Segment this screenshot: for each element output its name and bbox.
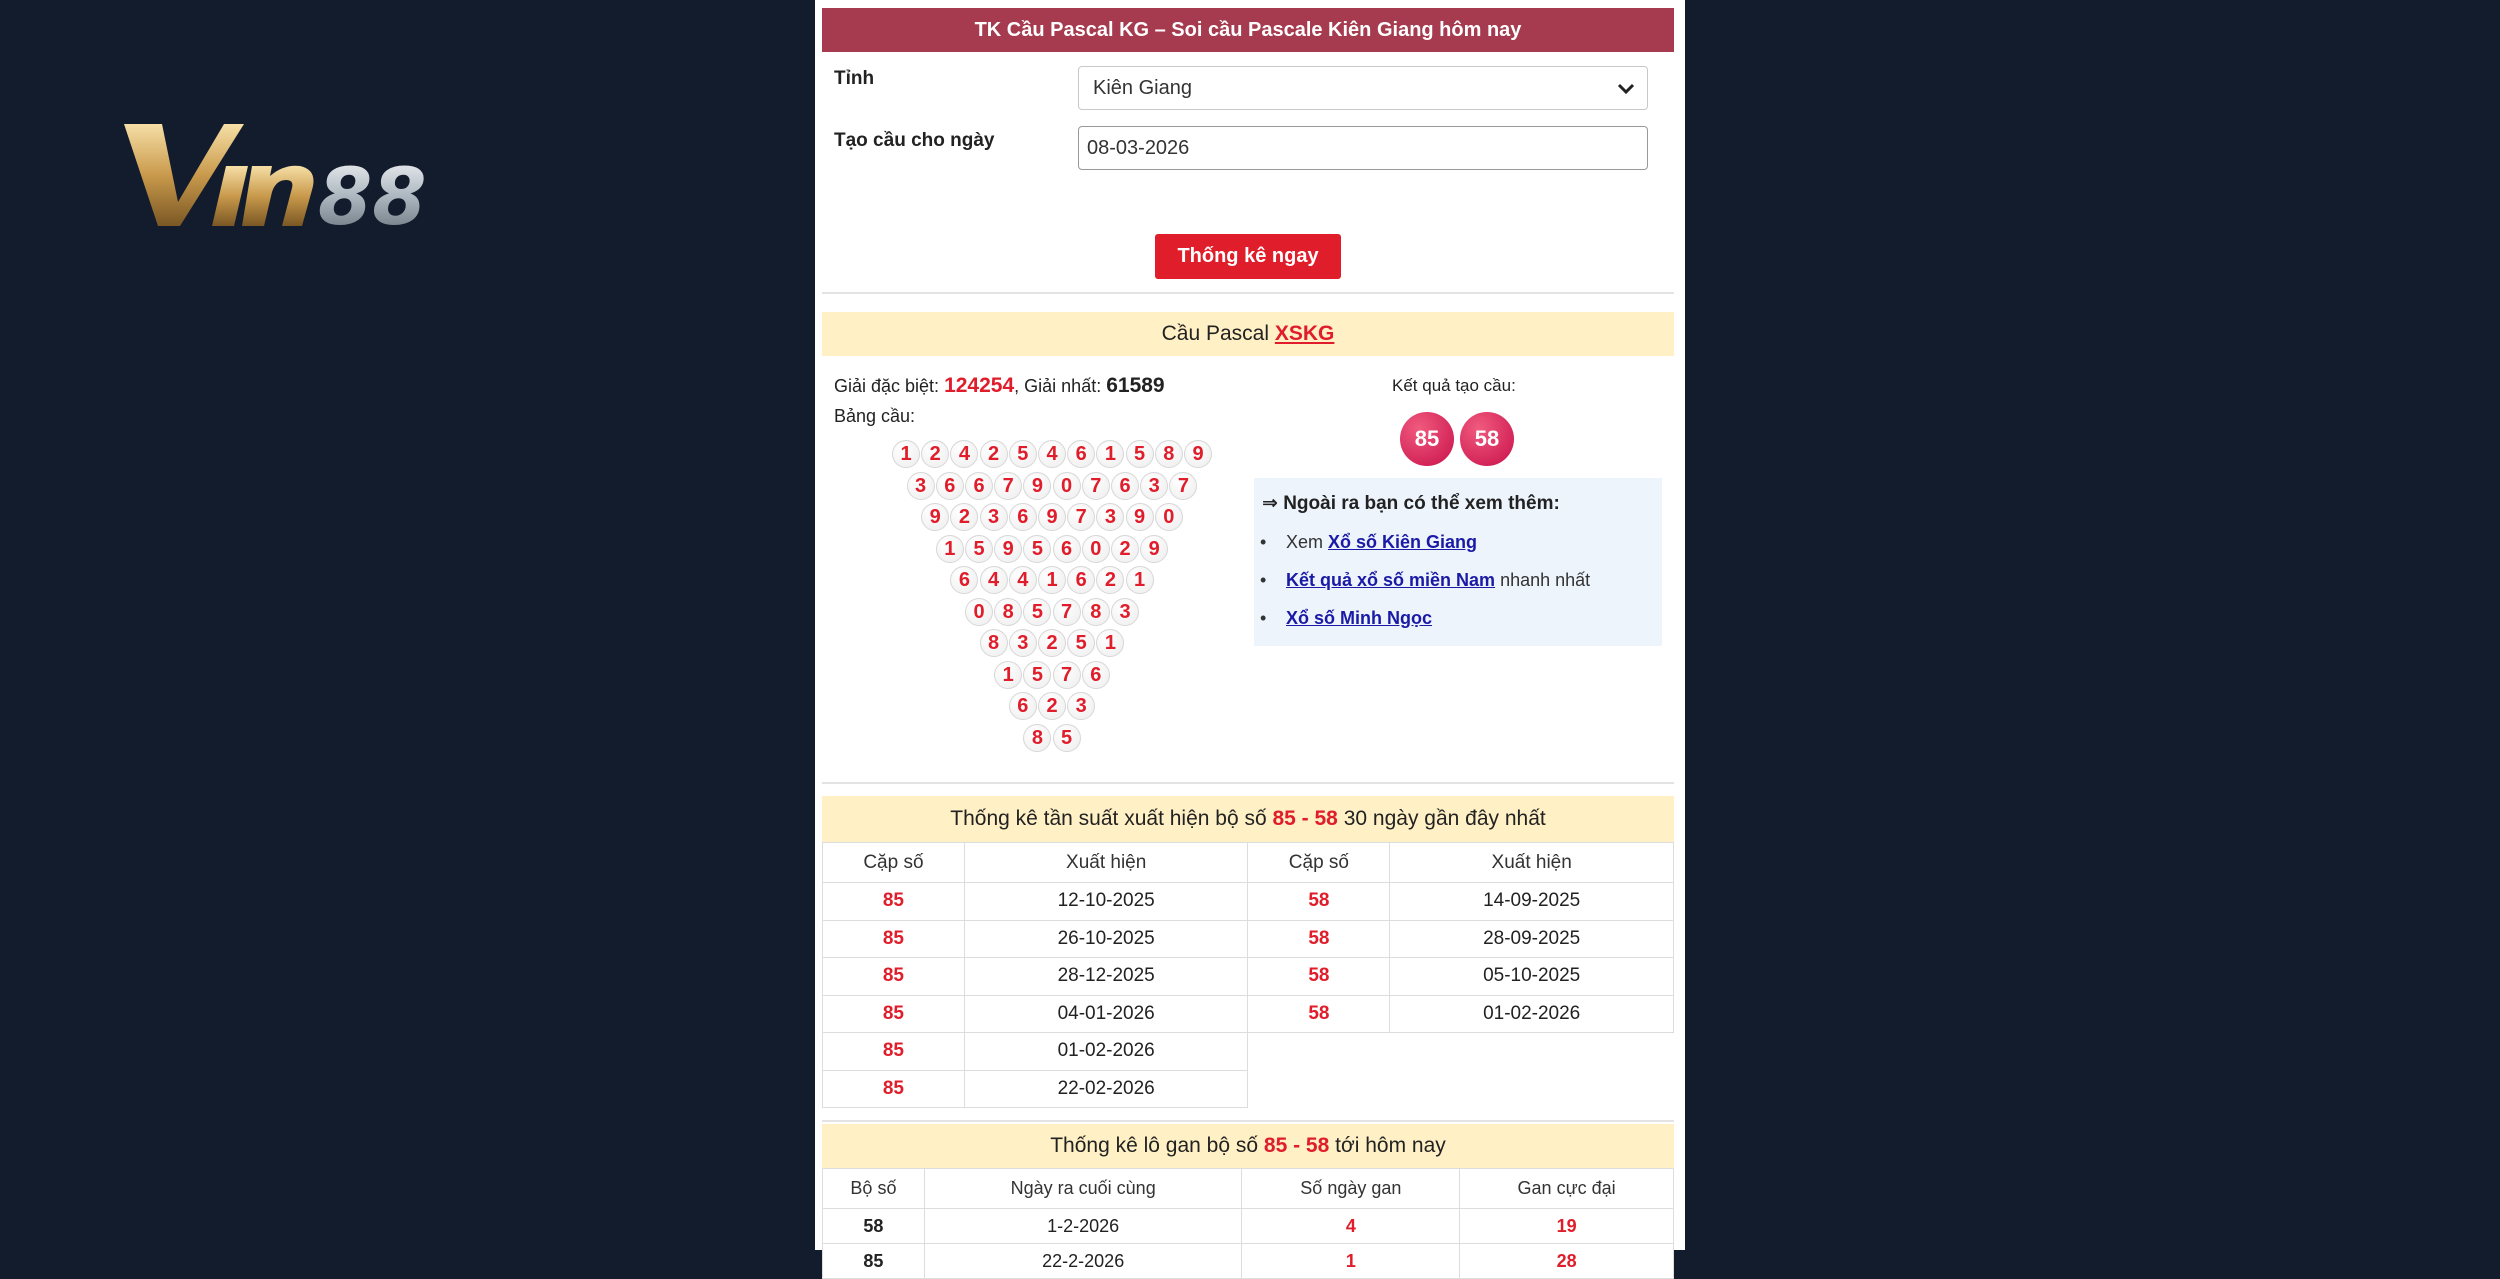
col-date-header: Xuất hiện bbox=[964, 843, 1248, 883]
province-label: Tỉnh bbox=[834, 68, 875, 89]
pascal-ball: 9 bbox=[1184, 440, 1212, 468]
empty-cell bbox=[1248, 1070, 1390, 1108]
pascal-ball: 5 bbox=[1009, 440, 1037, 468]
pascal-ball: 5 bbox=[1067, 629, 1095, 657]
pascal-ball: 0 bbox=[1155, 503, 1183, 531]
pair-cell: 85 bbox=[823, 958, 965, 996]
pascal-ball: 8 bbox=[1082, 598, 1110, 626]
table-row bbox=[823, 883, 1674, 921]
xskg-link[interactable]: XSKG bbox=[1274, 322, 1335, 345]
pascal-ball: 8 bbox=[994, 598, 1022, 626]
spacer bbox=[822, 294, 1674, 312]
pair-cell: 85 bbox=[823, 920, 965, 958]
list-item bbox=[1260, 532, 1590, 570]
gan-title-prefix: Thống kê lô gan bộ số bbox=[1050, 1134, 1264, 1157]
pair-cell: 58 bbox=[1248, 883, 1390, 921]
pascal-ball: 5 bbox=[1023, 598, 1051, 626]
spacer bbox=[822, 784, 1674, 796]
date-cell: 28-12-2025 bbox=[964, 958, 1248, 996]
pascal-ball: 0 bbox=[1053, 472, 1081, 500]
date-cell: 01-02-2026 bbox=[964, 1033, 1248, 1071]
pascal-ball: 4 bbox=[1009, 566, 1037, 594]
date-cell: 01-02-2026 bbox=[1390, 995, 1674, 1033]
pascal-ball: 6 bbox=[1082, 661, 1110, 689]
pascal-ball: 6 bbox=[1053, 535, 1081, 563]
pascal-ball: 5 bbox=[965, 535, 993, 563]
date-cell: 26-10-2025 bbox=[964, 920, 1248, 958]
pascal-ball: 3 bbox=[1096, 503, 1124, 531]
pascal-ball: 6 bbox=[1009, 692, 1037, 720]
result-ball: 85 bbox=[1400, 412, 1454, 466]
pascal-ball: 1 bbox=[1096, 629, 1124, 657]
table-row bbox=[823, 1209, 1674, 1244]
pascal-ball: 2 bbox=[1038, 692, 1066, 720]
pascal-ball: 2 bbox=[980, 440, 1008, 468]
see-more-title: ⇒ Ngoài ra bạn có thể xem thêm: bbox=[1262, 493, 1560, 514]
pascal-ball: 8 bbox=[1155, 440, 1183, 468]
pair-cell: 58 bbox=[823, 1209, 925, 1244]
pascal-heading bbox=[822, 312, 1674, 356]
date-cell: 04-01-2026 bbox=[964, 995, 1248, 1033]
date-cell: 14-09-2025 bbox=[1390, 883, 1674, 921]
table-row bbox=[823, 1033, 1674, 1071]
search-form bbox=[822, 52, 1674, 294]
pascal-ball: 2 bbox=[1096, 566, 1124, 594]
gan-max-cell: 19 bbox=[1460, 1209, 1674, 1244]
vin88-logo bbox=[122, 118, 482, 243]
pascal-ball: 3 bbox=[1111, 598, 1139, 626]
gan-heading bbox=[822, 1124, 1674, 1168]
date-cell: 22-02-2026 bbox=[964, 1070, 1248, 1108]
list-item-suffix: nhanh nhất bbox=[1495, 570, 1591, 590]
pair-cell: 85 bbox=[823, 995, 965, 1033]
pascal-ball: 6 bbox=[1067, 566, 1095, 594]
pascal-ball: 8 bbox=[1023, 724, 1051, 752]
pair-cell: 85 bbox=[823, 1244, 925, 1279]
pair-cell: 58 bbox=[1248, 958, 1390, 996]
gan-title-pair: 85 - 58 bbox=[1263, 1134, 1330, 1157]
pair-cell: 58 bbox=[1248, 995, 1390, 1033]
pascal-ball: 2 bbox=[1111, 535, 1139, 563]
ket-qua-mien-nam-link[interactable]: Kết quả xổ số miền Nam bbox=[1286, 570, 1496, 590]
pascal-ball: 7 bbox=[1053, 661, 1081, 689]
pascal-ball: 1 bbox=[1038, 566, 1066, 594]
pair-cell: 85 bbox=[823, 1033, 965, 1071]
empty-cell bbox=[1248, 1033, 1390, 1071]
see-more-list bbox=[1260, 532, 1590, 646]
main-content bbox=[822, 8, 1674, 1279]
first-prize-value: 61589 bbox=[1106, 374, 1165, 397]
gan-days-cell: 1 bbox=[1242, 1244, 1460, 1279]
result-label: Kết quả tạo cầu: bbox=[1392, 376, 1516, 395]
pascal-ball: 7 bbox=[994, 472, 1022, 500]
pascal-ball: 7 bbox=[1067, 503, 1095, 531]
col-pair-header: Bộ số bbox=[823, 1169, 925, 1209]
pascal-ball: 7 bbox=[1053, 598, 1081, 626]
special-prize-value: 124254 bbox=[944, 374, 1015, 397]
col-days-header: Số ngày gan bbox=[1242, 1169, 1460, 1209]
table-row bbox=[823, 958, 1674, 996]
last-date-cell: 22-2-2026 bbox=[924, 1244, 1242, 1279]
first-prize-label: , Giải nhất: bbox=[1014, 376, 1102, 396]
pascal-ball: 5 bbox=[1126, 440, 1154, 468]
pascal-ball: 1 bbox=[1126, 566, 1154, 594]
frequency-title-pair: 85 - 58 bbox=[1272, 807, 1338, 830]
pascal-ball: 9 bbox=[994, 535, 1022, 563]
date-cell: 28-09-2025 bbox=[1390, 920, 1674, 958]
gan-title-suffix: tới hôm nay bbox=[1329, 1134, 1446, 1157]
table-header-row bbox=[823, 1169, 1674, 1209]
date-cell: 12-10-2025 bbox=[964, 883, 1248, 921]
board-label: Bảng cầu: bbox=[834, 406, 916, 426]
page-title: TK Cầu Pascal KG – Soi cầu Pascale Kiên Giang hôm nay bbox=[822, 8, 1674, 52]
pascal-ball: 9 bbox=[921, 503, 949, 531]
pascal-ball: 3 bbox=[907, 472, 935, 500]
list-item bbox=[1260, 608, 1590, 646]
pascal-ball: 4 bbox=[980, 566, 1008, 594]
pascal-ball: 5 bbox=[1023, 661, 1051, 689]
pascal-ball: 9 bbox=[1140, 535, 1168, 563]
frequency-title-suffix: 30 ngày gần đây nhất bbox=[1337, 807, 1546, 830]
pascal-ball: 3 bbox=[980, 503, 1008, 531]
pascal-ball: 5 bbox=[1023, 535, 1051, 563]
pascal-ball: 3 bbox=[1140, 472, 1168, 500]
pascal-ball: 4 bbox=[1038, 440, 1066, 468]
pair-cell: 85 bbox=[823, 1070, 965, 1108]
col-pair-header: Cặp số bbox=[823, 843, 965, 883]
col-date-header: Xuất hiện bbox=[1390, 843, 1674, 883]
separator bbox=[822, 1108, 1674, 1122]
xo-so-minh-ngoc-link[interactable]: Xổ số Minh Ngọc bbox=[1286, 608, 1432, 628]
pascal-ball: 0 bbox=[1082, 535, 1110, 563]
pascal-ball: 6 bbox=[1009, 503, 1037, 531]
province-select[interactable] bbox=[1078, 66, 1648, 110]
date-cell: 05-10-2025 bbox=[1390, 958, 1674, 996]
pascal-ball: 2 bbox=[921, 440, 949, 468]
province-select-value: Kiên Giang bbox=[1093, 77, 1192, 99]
pascal-ball: 1 bbox=[892, 440, 920, 468]
col-pair-header: Cặp số bbox=[1248, 843, 1390, 883]
empty-cell bbox=[1390, 1033, 1674, 1071]
date-input[interactable] bbox=[1078, 126, 1648, 170]
frequency-table bbox=[822, 842, 1674, 1108]
pair-cell: 58 bbox=[1248, 920, 1390, 958]
pascal-area bbox=[822, 356, 1674, 784]
pascal-ball: 1 bbox=[936, 535, 964, 563]
table-row bbox=[823, 1244, 1674, 1279]
result-ball: 58 bbox=[1460, 412, 1514, 466]
last-date-cell: 1-2-2026 bbox=[924, 1209, 1242, 1244]
pascal-ball: 6 bbox=[1067, 440, 1095, 468]
xo-so-kien-giang-link[interactable]: Xổ số Kiên Giang bbox=[1328, 532, 1478, 552]
pascal-ball: 6 bbox=[936, 472, 964, 500]
frequency-title-prefix: Thống kê tần suất xuất hiện bộ số bbox=[950, 807, 1273, 830]
logo-88-text: 88 bbox=[318, 153, 427, 243]
pascal-ball: 9 bbox=[1038, 503, 1066, 531]
gan-max-cell: 28 bbox=[1460, 1244, 1674, 1279]
pascal-ball: 1 bbox=[994, 661, 1022, 689]
list-item-prefix: Xem bbox=[1286, 532, 1329, 552]
special-prize-label: Giải đặc biệt: bbox=[834, 376, 940, 396]
pascal-ball: 9 bbox=[1126, 503, 1154, 531]
frequency-heading bbox=[822, 796, 1674, 842]
pascal-ball: 3 bbox=[1067, 692, 1095, 720]
table-row bbox=[823, 995, 1674, 1033]
pascal-triangle bbox=[822, 356, 1252, 756]
pascal-ball: 1 bbox=[1096, 440, 1124, 468]
pascal-ball: 4 bbox=[950, 440, 978, 468]
submit-button[interactable]: Thống kê ngay bbox=[1155, 234, 1341, 279]
pascal-ball: 3 bbox=[1009, 629, 1037, 657]
pascal-ball: 8 bbox=[980, 629, 1008, 657]
chevron-down-icon bbox=[1615, 77, 1637, 99]
col-max-header: Gan cực đại bbox=[1460, 1169, 1674, 1209]
see-more-box bbox=[1254, 478, 1662, 646]
pascal-ball: 6 bbox=[950, 566, 978, 594]
col-last-header: Ngày ra cuối cùng bbox=[924, 1169, 1242, 1209]
pascal-ball: 2 bbox=[950, 503, 978, 531]
date-label: Tạo cầu cho ngày bbox=[834, 130, 995, 151]
pascal-heading-text: Cầu Pascal bbox=[1161, 322, 1270, 345]
pascal-ball: 6 bbox=[1111, 472, 1139, 500]
table-row bbox=[823, 920, 1674, 958]
table-row bbox=[823, 1070, 1674, 1108]
pascal-ball: 7 bbox=[1082, 472, 1110, 500]
vin88-logo-graphic bbox=[122, 118, 482, 243]
table-header-row bbox=[823, 843, 1674, 883]
gan-table bbox=[822, 1168, 1674, 1279]
pascal-ball: 9 bbox=[1023, 472, 1051, 500]
gan-days-cell: 4 bbox=[1242, 1209, 1460, 1244]
pascal-ball: 5 bbox=[1053, 724, 1081, 752]
pascal-ball: 7 bbox=[1169, 472, 1197, 500]
pair-cell: 85 bbox=[823, 883, 965, 921]
list-item bbox=[1260, 570, 1590, 608]
pascal-ball: 6 bbox=[965, 472, 993, 500]
pascal-ball: 2 bbox=[1038, 629, 1066, 657]
empty-cell bbox=[1390, 1070, 1674, 1108]
pascal-ball: 0 bbox=[965, 598, 993, 626]
